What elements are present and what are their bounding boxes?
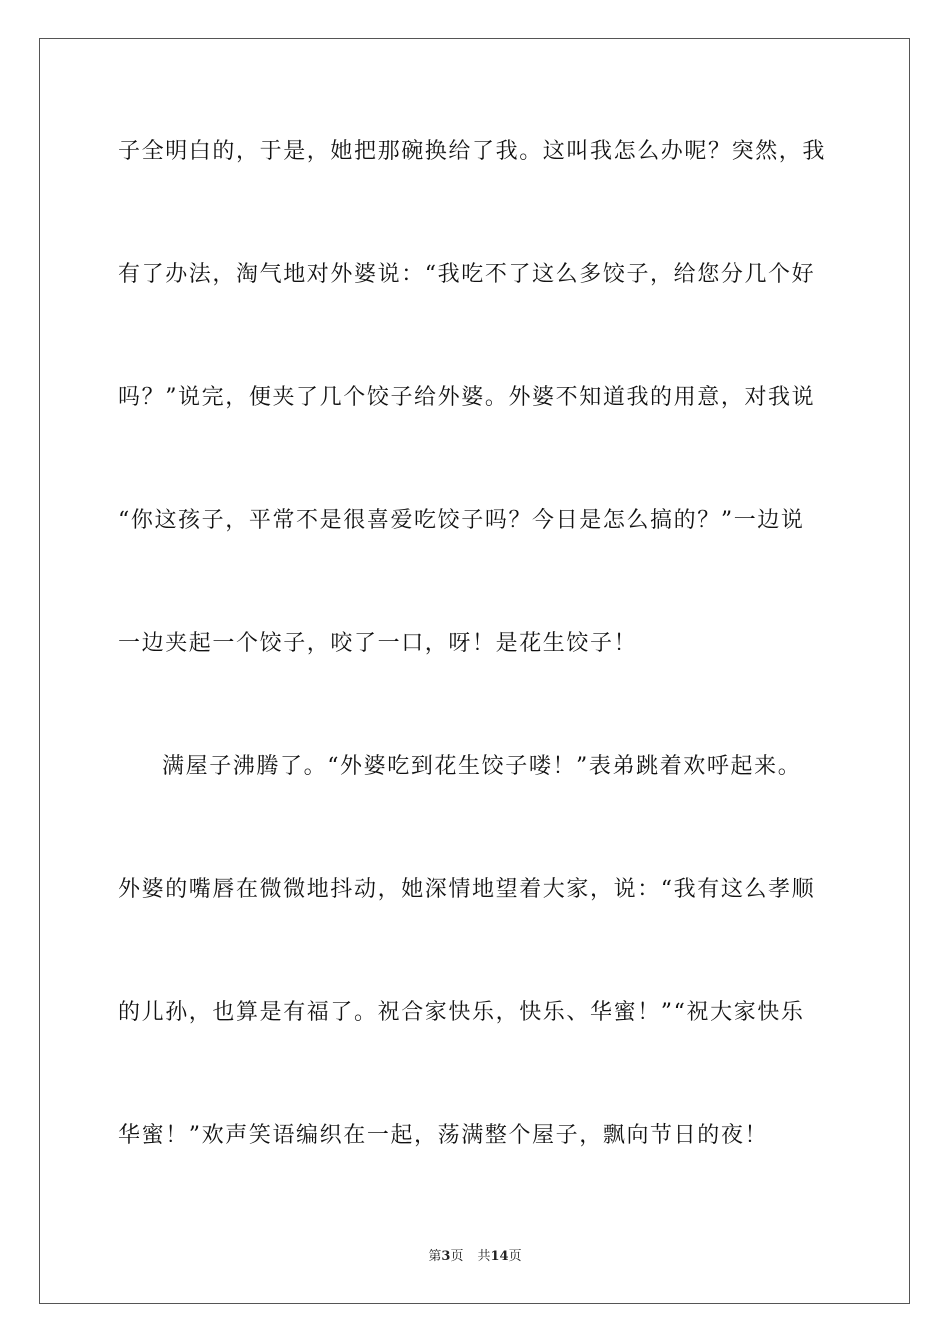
text-line-9: 华蜜！”欢声笑语编织在一起，荡满整个屋子，飘向节日的夜！ [118, 1123, 769, 1148]
page-border [39, 38, 910, 1304]
total-suffix: 页 [508, 1249, 522, 1264]
total-pages: 14 [490, 1249, 509, 1264]
page-suffix: 页 [450, 1249, 464, 1264]
page-footer [0, 1248, 950, 1266]
text-line-2: 有了办法，淘气地对外婆说：“我吃不了这么多饺子，给您分几个好 [118, 262, 816, 287]
text-line-5: 一边夹起一个饺子，咬了一口，呀！是花生饺子！ [118, 631, 638, 656]
text-line-8: 的儿孙，也算是有福了。祝合家快乐，快乐、华蜜！”“祝大家快乐 [118, 1000, 805, 1025]
text-line-7: 外婆的嘴唇在微微地抖动，她深情地望着大家，说：“我有这么孝顺 [118, 877, 816, 902]
total-prefix: 共 [477, 1249, 491, 1264]
page-prefix: 第 [428, 1249, 442, 1264]
page-number: 3 [441, 1249, 451, 1264]
text-line-6-paragraph-start: 满屋子沸腾了。“外婆吃到花生饺子喽！”表弟跳着欢呼起来。 [162, 754, 802, 779]
text-line-1: 子全明白的，于是，她把那碗换给了我。这叫我怎么办呢？突然，我 [118, 139, 827, 164]
text-line-4: “你这孩子，平常不是很喜爱吃饺子吗？今日是怎么搞的？”一边说 [118, 508, 805, 533]
text-line-3: 吗？”说完，便夹了几个饺子给外婆。外婆不知道我的用意，对我说 [118, 385, 816, 410]
